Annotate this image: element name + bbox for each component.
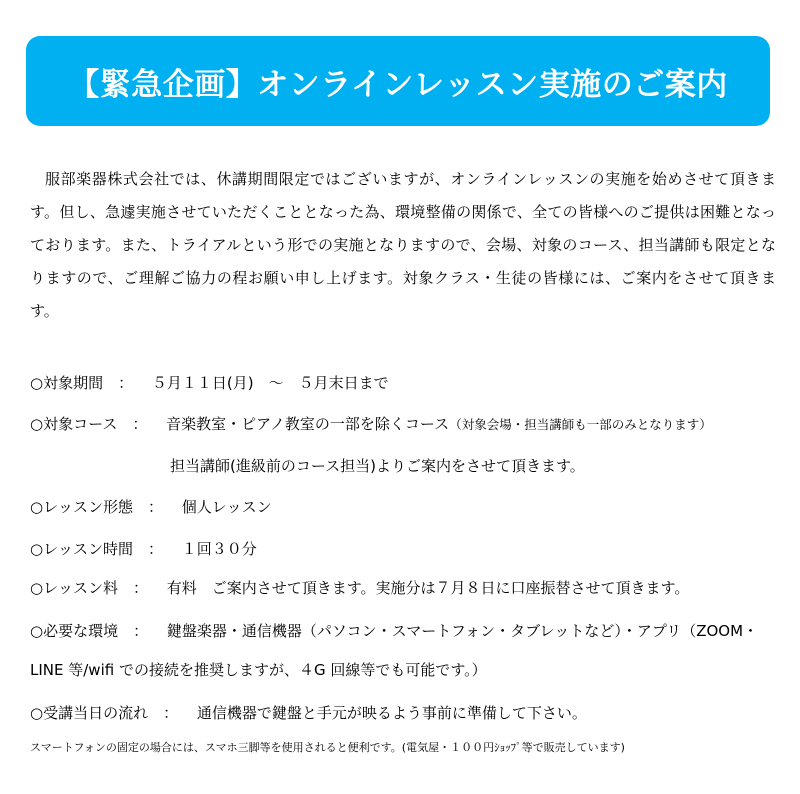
duration-value: １回３０分 <box>181 540 257 558</box>
environment-line2: LINE 等/wifi での接続を推奨しますが、４G 回線等でも可能です。） <box>30 661 487 679</box>
page-title: 【緊急企画】オンラインレッスン実施のご案内 <box>68 66 728 103</box>
course-row <box>30 413 712 436</box>
flow-value: 通信機器で鍵盤と手元が映るよう事前に準備して下さい。 <box>196 704 587 722</box>
period-label: ○対象期間 ： <box>30 374 134 392</box>
fee-row <box>30 577 689 599</box>
environment-label: ○必要な環境 ： <box>30 622 149 640</box>
environment-value: 鍵盤楽器・通信機器（パソコン・スマートフォン・タブレットなど）・アプリ（ZOOM・ <box>166 622 759 640</box>
footnote: スマートフォンの固定の場合には、スマホ三脚等を使用されると便利です。(電気屋・１００円ｼｮｯﾌﾟ等で販売しています) <box>30 741 625 754</box>
format-value: 個人レッスン <box>181 498 272 516</box>
course-value: 音楽教室・ピアノ教室の一部を除くコース <box>166 415 450 433</box>
course-line2: 担当講師(進級前のコース担当)よりご案内をさせて頂きます。 <box>170 457 585 475</box>
duration-row <box>30 538 257 560</box>
period-row <box>30 372 389 394</box>
fee-label: ○レッスン料 ： <box>30 579 148 597</box>
course-note: （対象会場・担当講師も一部のみとなります） <box>449 417 712 432</box>
period-value: ５月１１日(月) ～ ５月末日まで <box>151 374 389 392</box>
flow-label: ○受講当日の流れ ： <box>30 704 179 722</box>
title-banner <box>26 36 770 126</box>
intro-paragraph: 服部楽器株式会社では、休講期間限定ではございますが、オンラインレッスンの実施を始めさせて頂きます。但し、急遽実施させていただくこととなった為、環境整備の関係で、全ての皆様へのご提供は困難となっております。また、トライアルという形での実施となりますので、会場、対象のコース、担当講師も限定となりますので、ご理解ご協力の程お願い申し上げます。対象クラス・生徒の皆様には、ご案内をさせて頂きます。 <box>30 170 776 320</box>
format-row <box>30 496 272 518</box>
environment-row <box>30 620 758 642</box>
format-label: ○レッスン形態 ： <box>30 498 163 516</box>
course-label: ○対象コース ： <box>30 415 148 433</box>
fee-value: 有料 ご案内させて頂きます。実施分は７月８日に口座振替させて頂きます。 <box>166 579 690 597</box>
duration-label: ○レッスン時間 ： <box>30 540 163 558</box>
flow-row <box>30 702 587 724</box>
